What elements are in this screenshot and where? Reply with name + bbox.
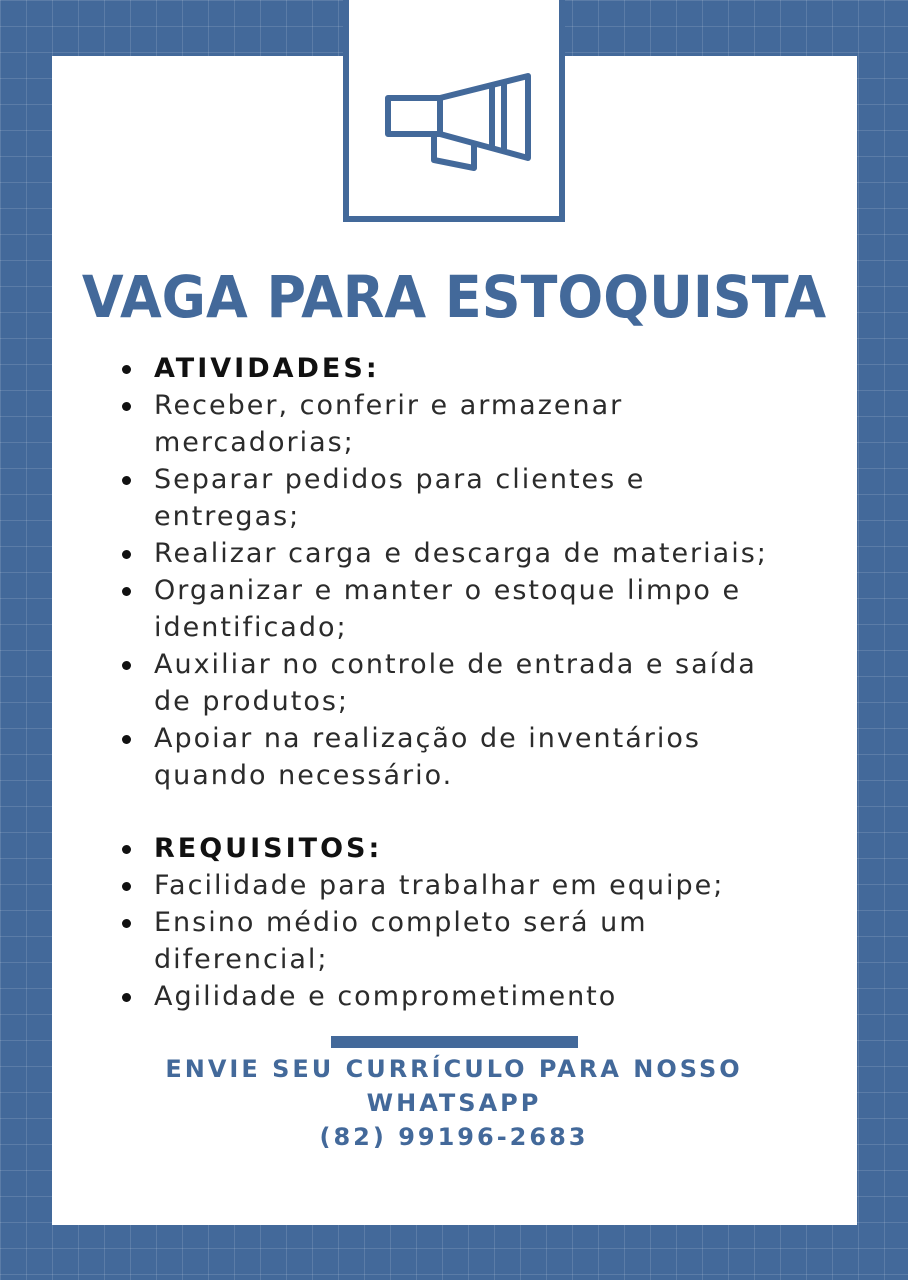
- list-item: Receber, conferir e armazenar mercadorias;: [120, 387, 840, 461]
- list-item: Organizar e manter o estoque limpo e identificado;: [120, 572, 840, 646]
- phone-number[interactable]: (82) 99196-2683: [319, 1123, 589, 1151]
- bullet: [122, 845, 131, 854]
- megaphone-icon: [382, 70, 532, 180]
- call-to-action: [0, 1052, 908, 1154]
- list-item: Ensino médio completo será um diferencial;: [120, 904, 840, 978]
- divider: [331, 1036, 578, 1048]
- cta-line-1: ENVIE SEU CURRÍCULO PARA NOSSO: [165, 1055, 743, 1083]
- list-item: Facilidade para trabalhar em equipe;: [120, 867, 840, 904]
- bullet: [122, 365, 131, 374]
- requirements-list: [120, 350, 840, 1015]
- list-item: Realizar carga e descarga de materiais;: [120, 535, 840, 572]
- section-heading-atividades: ATIVIDADES:: [120, 350, 840, 387]
- cta-line-2: WHATSAPP: [366, 1089, 542, 1117]
- page-title: VAGA PARA ESTOQUISTA: [81, 263, 827, 331]
- section-heading-requisitos: REQUISITOS:: [120, 830, 840, 867]
- list-item: Auxiliar no controle de entrada e saída de produtos;: [120, 646, 840, 720]
- list-item: Separar pedidos para clientes e entregas;: [120, 461, 840, 535]
- icon-box: [343, 0, 565, 222]
- list-item: Agilidade e comprometimento: [120, 978, 840, 1015]
- list-item: Apoiar na realização de inventários quando necessário.: [120, 720, 840, 794]
